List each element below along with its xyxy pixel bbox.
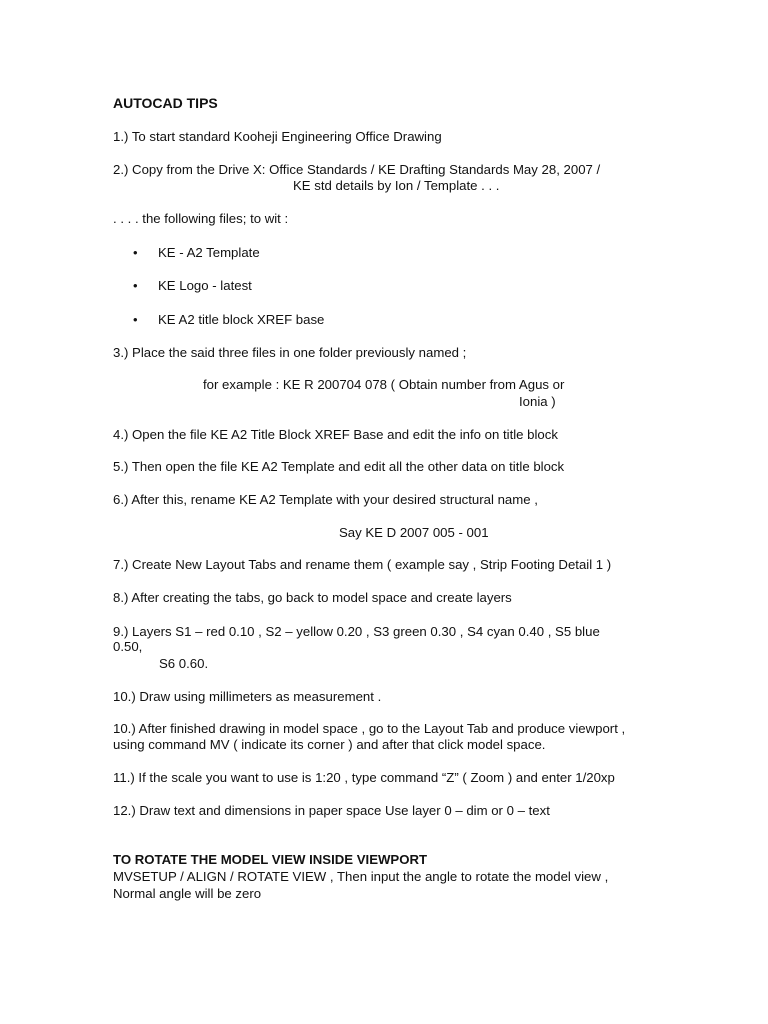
step-8: 8.) After creating the tabs, go back to model space and create layers: [113, 590, 512, 605]
bullet-marker: •: [133, 278, 138, 293]
step-5: 5.) Then open the file KE A2 Template and edit all the other data on title block: [113, 459, 565, 474]
files-intro: . . . . the following files; to wit :: [113, 211, 289, 226]
step-12: 12.) Draw text and dimensions in paper space Use layer 0 – dim or 0 – text: [113, 803, 550, 818]
step-7: 7.) Create New Layout Tabs and rename them ( example say , Strip Footing Detail 1 ): [113, 557, 612, 572]
step-9-line-2: 0.50,: [113, 639, 143, 654]
bullet-marker: •: [133, 245, 138, 260]
file-item-2: KE Logo - latest: [158, 278, 252, 293]
step-9-line-1: 9.) Layers S1 – red 0.10 , S2 – yellow 0.20 , S3 green 0.30 , S4 cyan 0.40 , S5 blue: [113, 624, 600, 639]
step-10a: 10.) Draw using millimeters as measurement .: [113, 689, 382, 704]
step-6-example: Say KE D 2007 005 - 001: [339, 525, 489, 540]
example-line-2: Ionia ): [519, 394, 556, 409]
step-3: 3.) Place the said three files in one folder previously named ;: [113, 345, 467, 360]
step-2-line-1: 2.) Copy from the Drive X: Office Standards / KE Drafting Standards May 28, 2007 /: [113, 162, 601, 177]
file-item-1: KE - A2 Template: [158, 245, 260, 260]
rotate-line-2: Normal angle will be zero: [113, 886, 262, 901]
bullet-marker: •: [133, 312, 138, 327]
step-1: 1.) To start standard Kooheji Engineering Office Drawing: [113, 129, 442, 144]
rotate-line-1: MVSETUP / ALIGN / ROTATE VIEW , Then input the angle to rotate the model view ,: [113, 869, 609, 884]
step-2-line-2: KE std details by Ion / Template . . .: [293, 178, 500, 193]
step-10b-line-1: 10.) After finished drawing in model space , go to the Layout Tab and produce viewport ,: [113, 721, 626, 736]
step-10b-line-2: using command MV ( indicate its corner ) and after that click model space.: [113, 737, 546, 752]
step-4: 4.) Open the file KE A2 Title Block XREF Base and edit the info on title block: [113, 427, 558, 442]
step-11: 11.) If the scale you want to use is 1:20 , type command “Z” ( Zoom ) and enter 1/20xp: [113, 770, 615, 785]
example-line-1: for example : KE R 200704 078 ( Obtain number from Agus or: [203, 377, 565, 392]
file-item-3: KE A2 title block XREF base: [158, 312, 325, 327]
step-6: 6.) After this, rename KE A2 Template with your desired structural name ,: [113, 492, 538, 507]
document-title: AUTOCAD TIPS: [113, 95, 218, 111]
step-9-line-3: S6 0.60.: [159, 656, 209, 671]
rotate-heading: TO ROTATE THE MODEL VIEW INSIDE VIEWPORT: [113, 852, 428, 867]
